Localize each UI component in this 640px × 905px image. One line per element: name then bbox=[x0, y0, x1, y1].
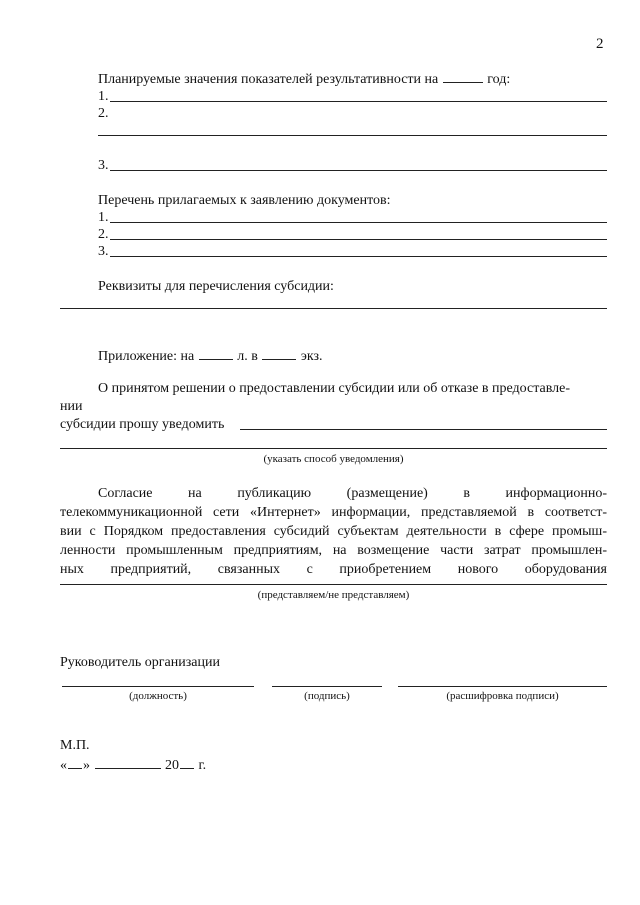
indicators-heading bbox=[98, 70, 510, 88]
date-row bbox=[60, 756, 206, 774]
notification-line-3: субсидии прошу уведомить bbox=[60, 417, 225, 432]
signature-heading: Руководитель организации bbox=[60, 655, 220, 670]
consent-line-1: Согласие на публикацию (размещение) в информационно- bbox=[98, 486, 607, 501]
document-item-3-number: 3. bbox=[98, 244, 109, 259]
attachment-suffix: экз. bbox=[300, 349, 323, 364]
copies-blank[interactable] bbox=[262, 347, 296, 360]
document-item-3-line[interactable] bbox=[110, 256, 607, 257]
consent-paragraph bbox=[60, 484, 607, 579]
notification-caption: (указать способ уведомления) bbox=[263, 453, 404, 465]
documents-heading: Перечень прилагаемых к заявлению документов: bbox=[98, 193, 391, 208]
document-item-2-number: 2. bbox=[98, 227, 109, 242]
document-item-1-line[interactable] bbox=[110, 222, 607, 223]
year-prefix: 20 bbox=[165, 758, 179, 773]
year-suffix-blank[interactable] bbox=[180, 756, 194, 769]
indicator-item-2-line[interactable] bbox=[98, 135, 607, 136]
day-blank[interactable] bbox=[68, 756, 82, 769]
document-item-2-line[interactable] bbox=[110, 239, 607, 240]
year-blank[interactable] bbox=[443, 70, 483, 83]
notification-method-line-1[interactable] bbox=[240, 429, 607, 430]
attachment-middle: л. в bbox=[237, 349, 258, 364]
sign-caption: (подпись) bbox=[304, 690, 350, 702]
position-line[interactable] bbox=[62, 686, 254, 687]
date-close-quote: » bbox=[83, 758, 90, 773]
indicators-heading-post: год: bbox=[487, 72, 511, 87]
decode-caption: (расшифровка подписи) bbox=[446, 690, 559, 702]
indicator-item-1-line[interactable] bbox=[110, 101, 607, 102]
requisites-line[interactable] bbox=[60, 308, 607, 309]
year-suffix: г. bbox=[198, 758, 207, 773]
date-open-quote: « bbox=[60, 758, 67, 773]
consent-line-5: ных предприятий, связанных с приобретением нового оборудования bbox=[60, 562, 607, 577]
attachment-prefix: Приложение: на bbox=[98, 349, 195, 364]
notification-line-1: О принятом решении о предоставлении субсидии или об отказе в предоставле- bbox=[98, 381, 571, 396]
notification-line-2: нии bbox=[60, 399, 83, 414]
stamp-mp: М.П. bbox=[60, 738, 90, 753]
attachment-row bbox=[98, 347, 323, 365]
consent-caption: (представляем/не представляем) bbox=[257, 589, 410, 601]
month-blank[interactable] bbox=[95, 756, 161, 769]
document-item-1-number: 1. bbox=[98, 210, 109, 225]
pages-blank[interactable] bbox=[199, 347, 233, 360]
consent-line-3: вии с Порядком предоставления субсидий субъектам деятельности в сфере промыш- bbox=[60, 524, 607, 539]
page-number: 2 bbox=[596, 36, 604, 52]
indicator-item-3-line[interactable] bbox=[110, 170, 607, 171]
notification-method-line-2[interactable] bbox=[60, 448, 607, 449]
decode-line[interactable] bbox=[398, 686, 607, 687]
consent-line[interactable] bbox=[60, 584, 607, 585]
indicator-item-2-number: 2. bbox=[98, 106, 109, 121]
indicator-item-1-number: 1. bbox=[98, 89, 109, 104]
indicators-heading-pre: Планируемые значения показателей результативности на bbox=[98, 72, 439, 87]
position-caption: (должность) bbox=[129, 690, 187, 702]
consent-line-4: ленности промышленным предприятиям, на возмещение части затрат промышлен- bbox=[60, 543, 607, 558]
requisites-heading: Реквизиты для перечисления субсидии: bbox=[98, 279, 334, 294]
indicator-item-3-number: 3. bbox=[98, 158, 109, 173]
sign-line[interactable] bbox=[272, 686, 382, 687]
consent-line-2: телекоммуникационной сети «Интернет» информации, представляемой в соответст- bbox=[60, 505, 607, 520]
